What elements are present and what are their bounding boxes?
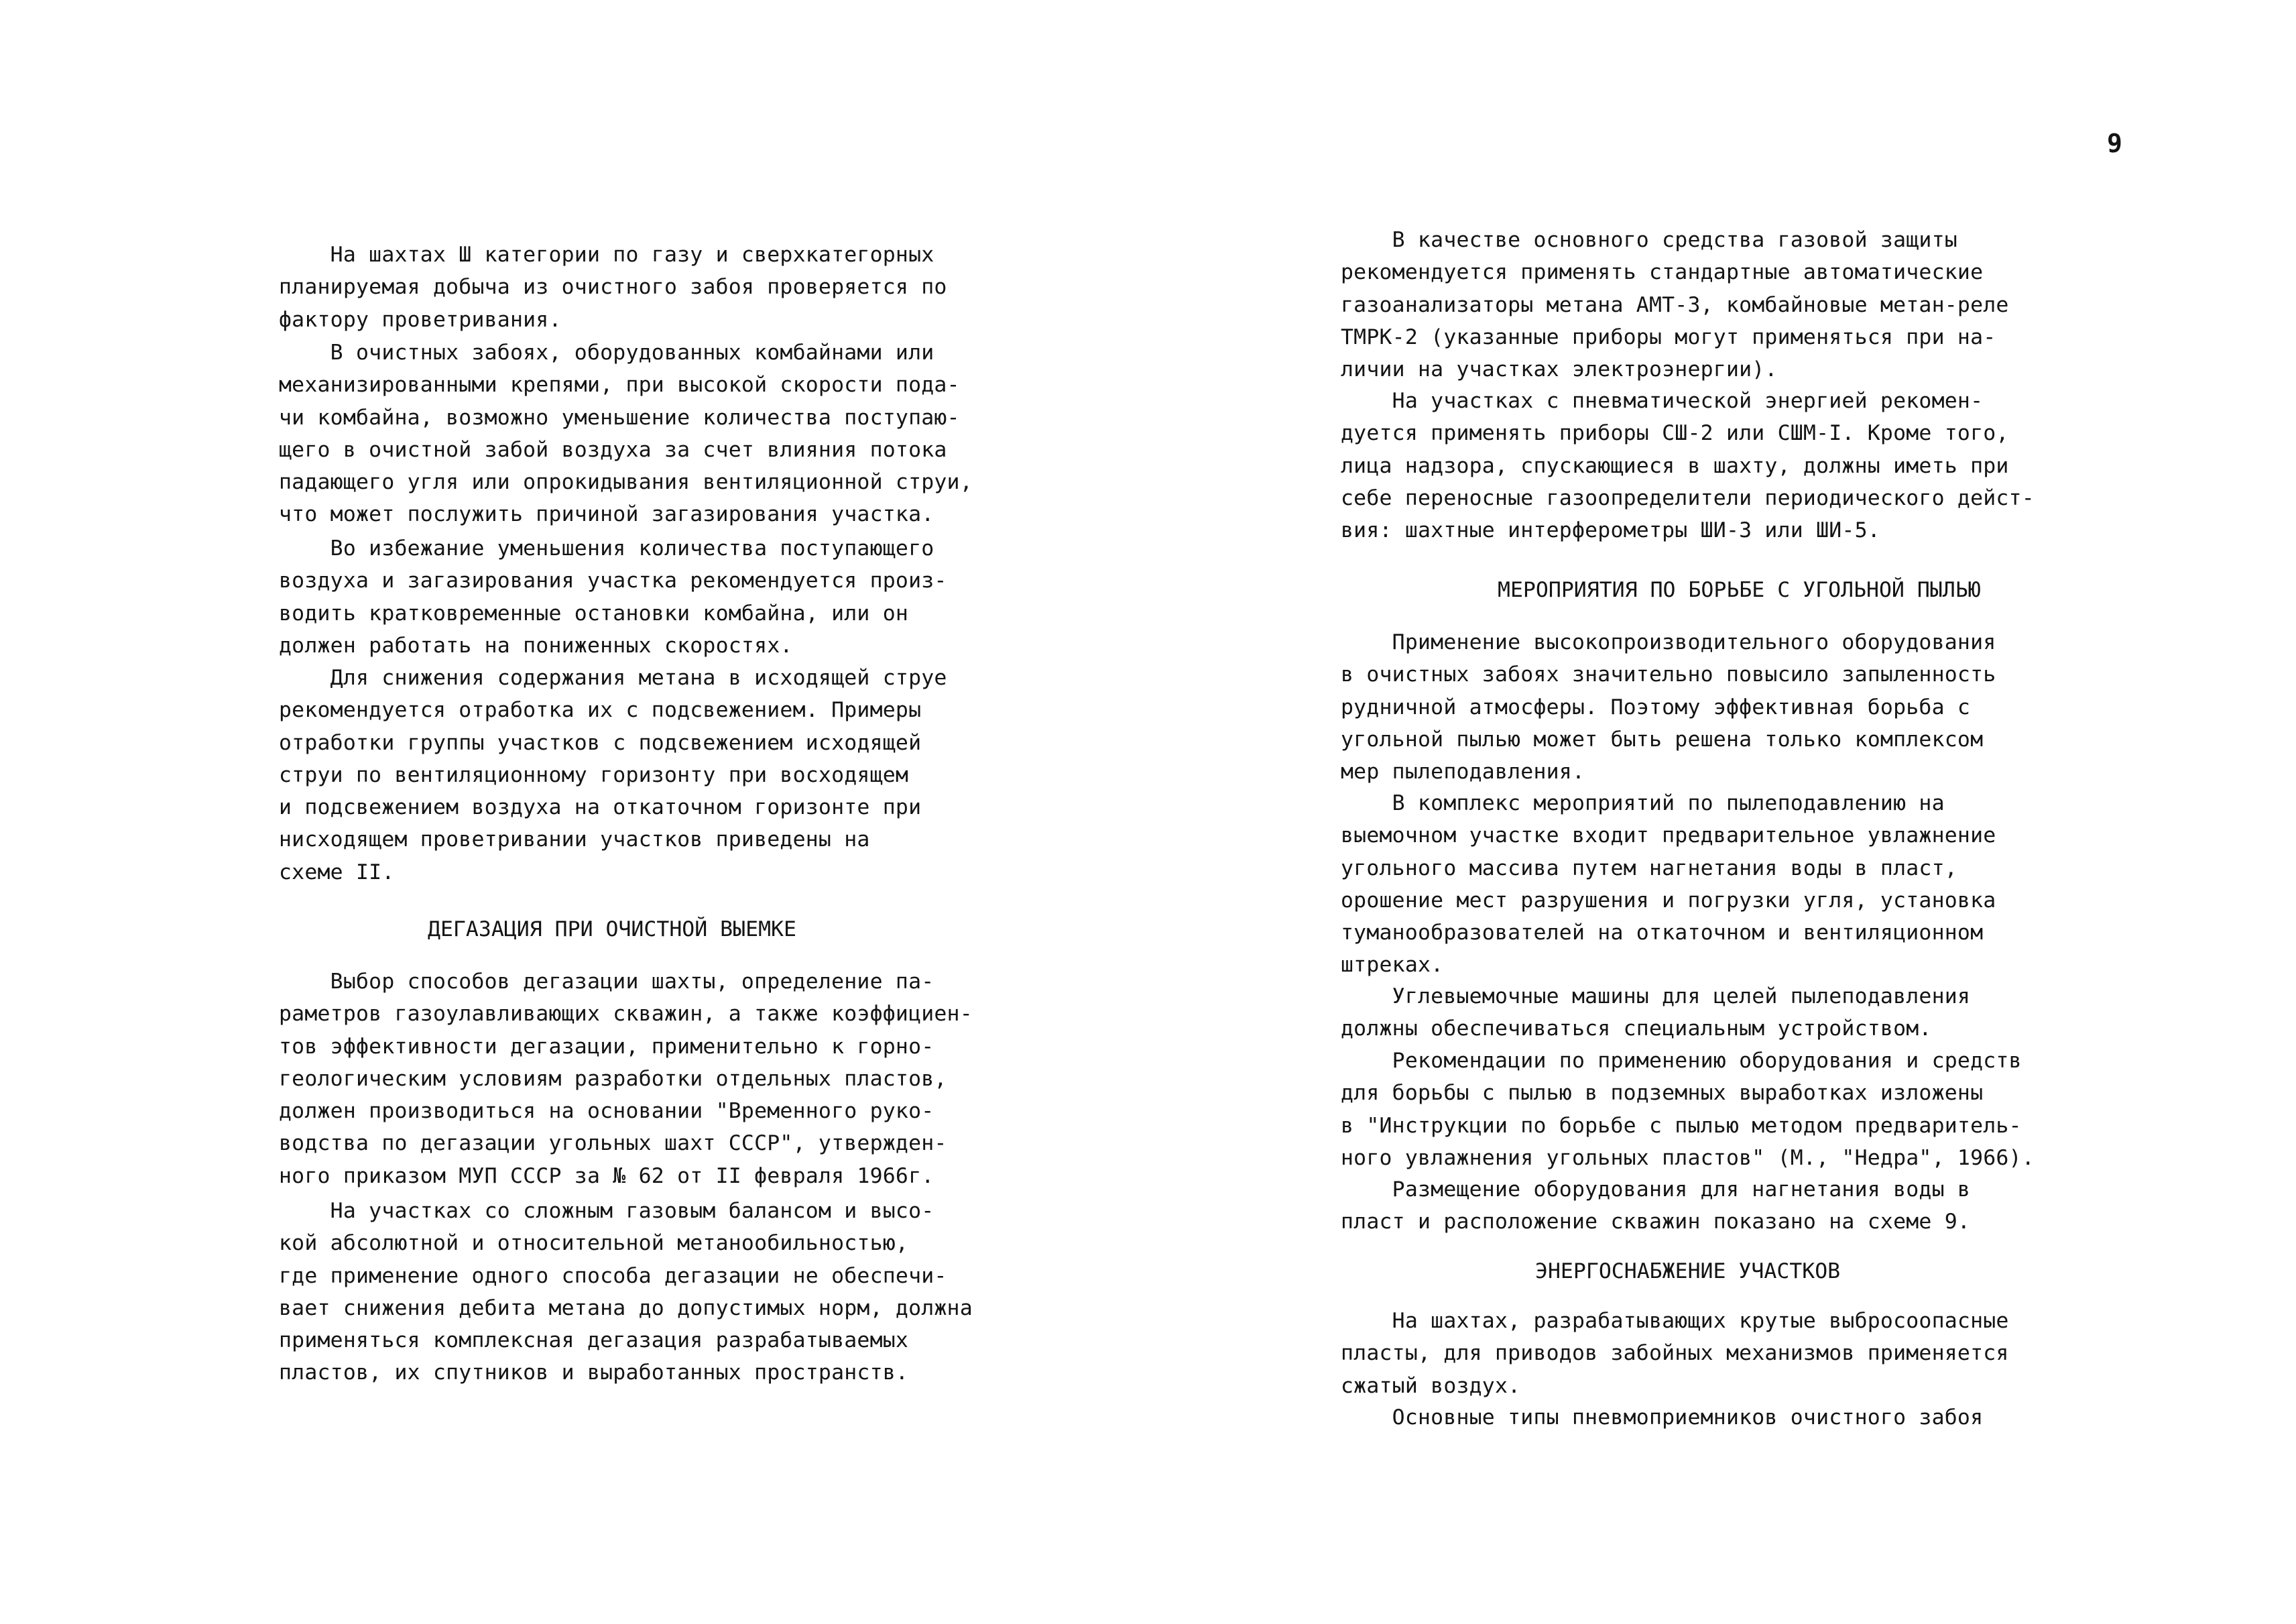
paragraph-pneumatic-receivers: Основные типы пневмоприемников очистного забоя	[1341, 1405, 1984, 1430]
paragraph-gas-protection: В качестве основного средства газовой защиты рекомендуется применять стандартные автоматические газоанализаторы метана АМТ-3, комбайновые метан-реле ТМРК-2 (указанные приборы могут применяться при на- личии на участках электроэнергии).	[1341, 228, 2009, 382]
paragraph-dust-measures: В комплекс мероприятий по пылеподавлению на выемочном участке входит предварительное увлажнение угольного массива путем нагнетания воды в пласт, орошение мест разрушения и погрузки угля, установка туманообразователей на откаточном и вентиляционном штреках.	[1341, 791, 1996, 978]
paragraph-dust-devices: Углевыемочные машины для целей пылеподавления должны обеспечиваться специальным устройством.	[1341, 984, 1971, 1041]
paragraph-equipment-placement: Размещение оборудования для нагнетания воды в пласт и расположение скважин показано на схеме 9.	[1341, 1177, 1971, 1234]
paragraph-methane-reduction: Для снижения содержания метана в исходящей струе рекомендуется отработка их с подсвежением. Примеры отработки группы участков с подсвежением исходящей струи по вентиляционному горизонту при восходящем и подсвежением воздуха на откаточном горизонте при нисходящем проветривании участков приведены на схеме II.	[279, 666, 947, 884]
paragraph-recommendations: Рекомендации по применению оборудования и средств для борьбы с пылью в подземных выработках изложены в "Инструкции по борьбе с пылью методом предваритель- ного увлажнения угольных пластов" (М., "Недра", 1966).	[1341, 1049, 2035, 1170]
heading-energy-supply: ЭНЕРГОСНАБЖЕНИЕ УЧАСТКОВ	[1535, 1259, 1841, 1283]
paragraph-compressed-air: На шахтах, разрабатывающих крутые выбросоопасные пласты, для приводов забойных механизмов применяется сжатый воздух.	[1341, 1309, 2009, 1398]
page-number: 9	[2107, 129, 2122, 158]
paragraph-degasation-methods: Выбор способов дегазации шахты, определение па- раметров газоулавливающих скважин, а также коэффициен- тов эффективности дегазации, применительно к горно- геологическим условиям разработки отдельных пластов, должен производиться на основании "Временного руко- водства по дегазации угольных шахт СССР", утвержден- ного приказом МУП СССР за № 62 от II февраля 1966г.	[279, 970, 973, 1188]
paragraph-category-check: На шахтах Ш категории по газу и сверхкатегорных планируемая добыча из очистного забоя проверяется по фактору проветривания.	[279, 243, 947, 332]
paragraph-pneumatic-devices: На участках с пневматической энергией рекомен- дуется применять приборы СШ-2 или СШМ-I. Кроме того, лица надзора, спускающиеся в шахту, должны иметь при себе переносные газоопределители периодического дейст- вия: шахтные интерферометры ШИ-3 или ШИ-5.	[1341, 389, 2035, 543]
paragraph-short-stops: Во избежание уменьшения количества поступающего воздуха и загазирования участка рекомендуется произ- водить кратковременные остановки комбайна, или он должен работать на пониженных скоростях.	[279, 536, 947, 658]
heading-degasation: ДЕГАЗАЦИЯ ПРИ ОЧИСТНОЙ ВЫЕМКЕ	[428, 917, 796, 941]
paragraph-dust-increase: Применение высокопроизводительного оборудования в очистных забоях значительно повысило запыленность рудничной атмосферы. Поэтому эффективная борьба с угольной пылью может быть решена только комплексом мер пылеподавления.	[1341, 630, 1996, 785]
paragraph-combine-airflow: В очистных забоях, оборудованных комбайнами или механизированными крепями, при высокой скорости пода- чи комбайна, возможно уменьшение количества поступаю- щего в очистной забой воздуха за счет влияния потока падающего угля или опрокидывания вентиляционной струи, что может послужить причиной загазирования участка.	[279, 341, 973, 527]
paragraph-complex-degasation: На участках со сложным газовым балансом и высо- кой абсолютной и относительной метанообильностью, где применение одного способа дегазации не обеспечи- вает снижения дебита метана до допустимых норм, должна применяться комплексная дегазация разрабатываемых пластов, их спутников и выработанных пространств.	[279, 1199, 973, 1385]
heading-dust-control: МЕРОПРИЯТИЯ ПО БОРЬБЕ С УГОЛЬНОЙ ПЫЛЬЮ	[1498, 578, 1981, 602]
